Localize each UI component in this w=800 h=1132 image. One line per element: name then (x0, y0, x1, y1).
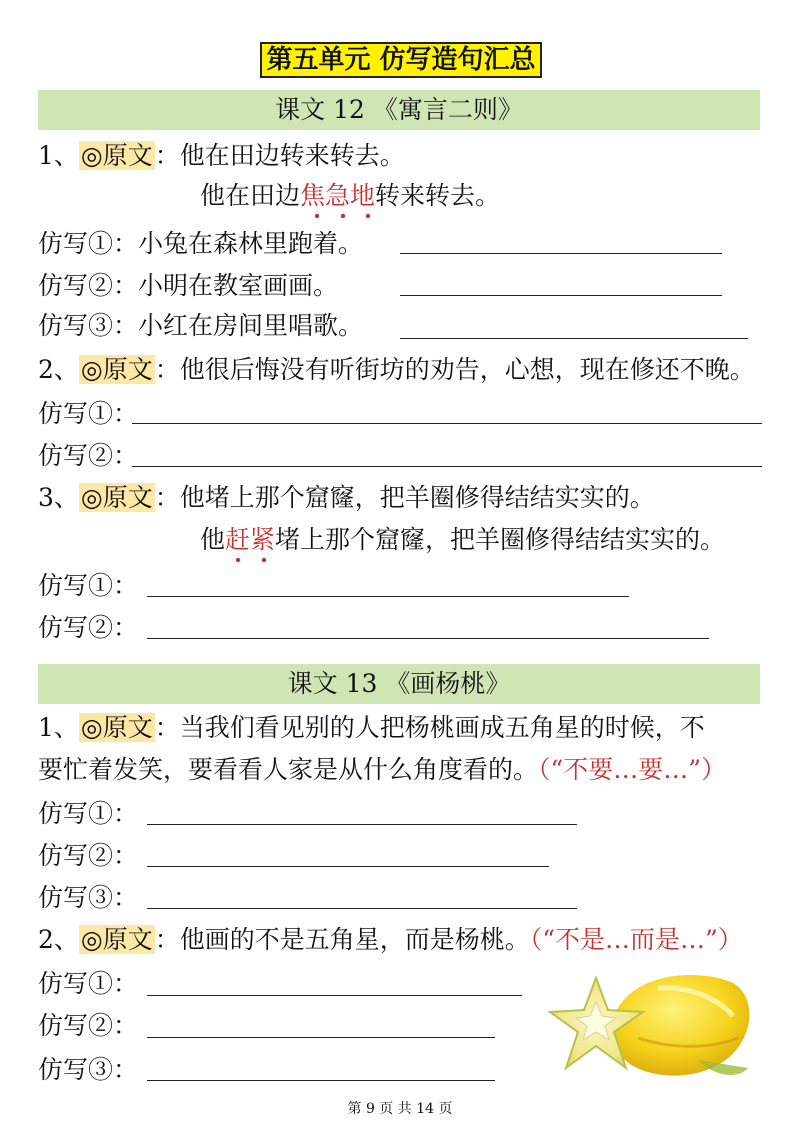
page-title: 第五单元 仿写造句汇总 (260, 42, 542, 78)
original-tag: ◎原文 (80, 925, 153, 954)
answer-blank[interactable] (147, 1080, 495, 1081)
lesson-12-item-1-example (200, 178, 500, 214)
imitation-row-3 (38, 1052, 138, 1088)
imitation-label: 仿写①： (38, 799, 139, 828)
answer-blank[interactable] (132, 423, 762, 424)
imitation-label: 仿写①： (38, 229, 139, 258)
item-number: 1、 (38, 713, 79, 742)
original-tag: ◎原文 (80, 713, 153, 742)
page-number: 第 9 页 共 14 页 (347, 1101, 453, 1117)
imitation-row-1 (38, 396, 138, 432)
imitation-label: 仿写②： (38, 1011, 139, 1040)
answer-blank[interactable] (400, 295, 722, 296)
lesson-13-item-1 (38, 710, 705, 746)
imitation-row-1 (38, 226, 363, 262)
answer-blank[interactable] (400, 338, 748, 339)
item-number: 3、 (38, 483, 79, 512)
answer-blank[interactable] (147, 596, 629, 597)
original-sentence: ：他很后悔没有听街坊的劝告，心想，现在修还不晚。 (154, 355, 755, 384)
imitation-label: 仿写②： (38, 271, 139, 300)
answer-blank[interactable] (147, 908, 577, 909)
emphasis-dots (226, 556, 278, 564)
answer-blank[interactable] (147, 824, 577, 825)
original-sentence: ：他画的不是五角星，而是杨桃。 (154, 925, 530, 954)
imitation-label: 仿写②： (38, 441, 139, 470)
imitation-label: 仿写③： (38, 1055, 139, 1084)
imitation-label: 仿写①： (38, 571, 139, 600)
original-sentence: ：他堵上那个窟窿，把羊圈修得结结实实的。 (154, 483, 655, 512)
answer-blank[interactable] (147, 1037, 495, 1038)
imitation-row-2 (38, 838, 138, 874)
original-tag: ◎原文 (80, 355, 153, 384)
example-text-end: 堵上那个窟窿，把羊圈修得结结实实的。 (275, 525, 726, 554)
answer-blank[interactable] (147, 995, 522, 996)
imitation-label: 仿写③： (38, 311, 139, 340)
answer-blank[interactable] (147, 638, 709, 639)
imitation-row-1 (38, 966, 138, 1002)
emphasis-dots (305, 212, 381, 220)
pattern-hint: （“不是…而是…”） (529, 925, 743, 954)
example-text: 他在田边 (200, 181, 301, 210)
lesson-12-item-3-example (200, 522, 725, 558)
starfruit-illustration (548, 968, 760, 1092)
lesson-12-heading: 课文 12 《寓言二则》 (38, 90, 760, 130)
lesson-13-heading: 课文 13 《画杨桃》 (38, 664, 760, 704)
original-tag: ◎原文 (80, 483, 153, 512)
imitation-label: 仿写①： (38, 969, 139, 998)
imitation-row-2 (38, 438, 138, 474)
original-sentence-continued: 要忙着发笑，要看看人家是从什么角度看的。 (38, 755, 539, 784)
imitation-label: 仿写③： (38, 883, 139, 912)
answer-blank[interactable] (132, 466, 762, 467)
imitation-row-2 (38, 1008, 138, 1044)
emphasis-words: 焦急地 (300, 181, 376, 210)
imitation-label: 仿写①： (38, 399, 139, 428)
imitation-row-2 (38, 610, 138, 646)
answer-blank[interactable] (147, 866, 549, 867)
pattern-hint: （“不要…要…”） (538, 755, 727, 784)
item-number: 1、 (38, 141, 79, 170)
lesson-12-item-1 (38, 138, 405, 174)
lesson-12-item-2 (38, 352, 755, 388)
imitation-row-3 (38, 308, 363, 344)
imitation-row-1 (38, 568, 138, 604)
lesson-12-item-3 (38, 480, 655, 516)
answer-blank[interactable] (400, 253, 722, 254)
lesson-13-item-2 (38, 922, 743, 958)
emphasis-words: 赶紧 (225, 525, 276, 554)
example-text: 他 (200, 525, 226, 554)
imitation-label: 仿写②： (38, 613, 139, 642)
imitation-row-2 (38, 268, 338, 304)
original-sentence: ：他在田边转来转去。 (154, 141, 405, 170)
example-text-end: 转来转去。 (375, 181, 501, 210)
imitation-row-3 (38, 880, 138, 916)
lesson-13-item-1-line-2 (38, 752, 726, 788)
prompt-sentence: 小明在教室画画。 (138, 271, 339, 300)
original-sentence: ：当我们看见别的人把杨桃画成五角星的时候，不 (154, 713, 705, 742)
original-tag: ◎原文 (80, 141, 153, 170)
imitation-label: 仿写②： (38, 841, 139, 870)
item-number: 2、 (38, 355, 79, 384)
item-number: 2、 (38, 925, 79, 954)
prompt-sentence: 小红在房间里唱歌。 (138, 311, 364, 340)
imitation-row-1 (38, 796, 138, 832)
prompt-sentence: 小兔在森林里跑着。 (138, 229, 364, 258)
